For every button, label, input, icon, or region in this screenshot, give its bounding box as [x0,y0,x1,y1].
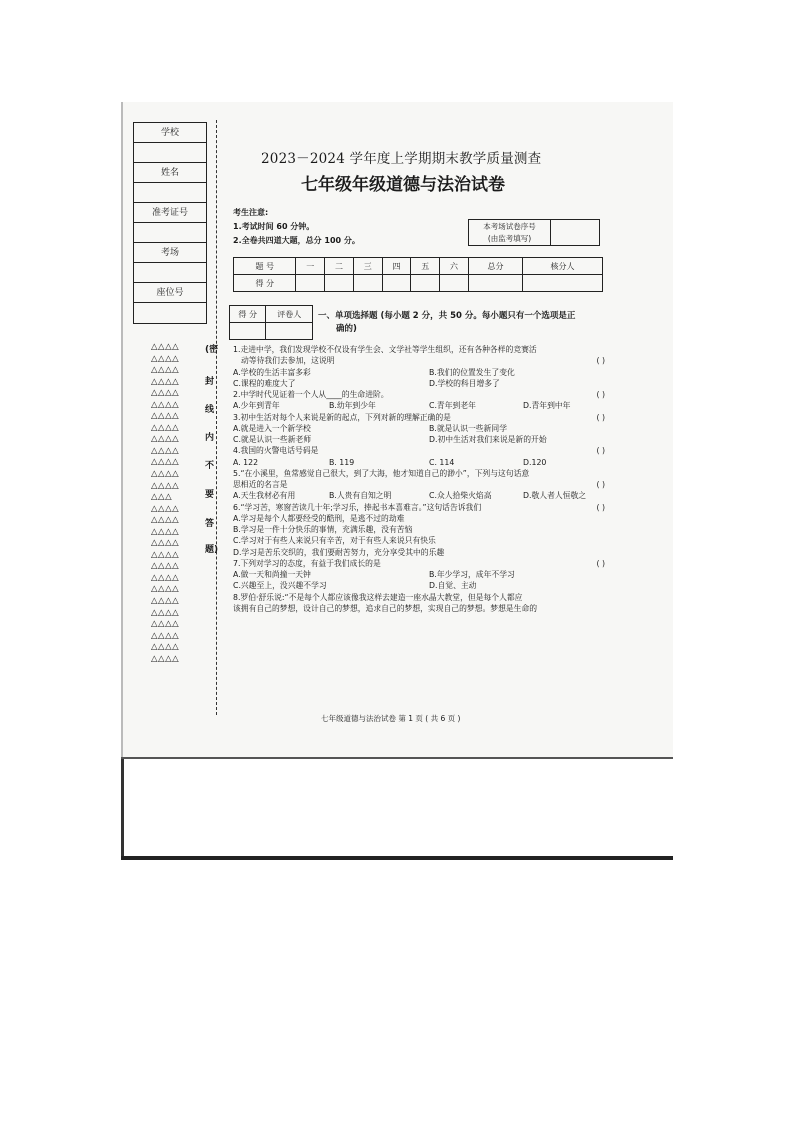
question-6-option-b: B.学习是一件十分快乐的事情，充满乐趣，没有苦恼 [233,525,413,534]
triangle-row: △△△△ [151,653,180,664]
question-1-options-cd [233,378,605,389]
option-c: C.兴趣至上，没兴趣不学习 [233,581,327,591]
score-cell [468,275,522,292]
option-d: D.青年到中年 [523,401,571,411]
triangle-row: △△△△ [151,480,180,491]
question-5-options [233,490,605,501]
score-header-cell: 总分 [468,258,522,275]
serial-label-line-1: 本考场试卷序号 [483,222,536,231]
option-c: C.就是认识一些新老师 [233,435,312,444]
question-7-options-ab [233,569,605,580]
triangle-row: △△△△ [151,353,180,364]
seal-char: 答 [205,519,215,529]
option-b: B.我们的位置发生了变化 [429,367,515,377]
triangle-row: △△△△ [151,619,180,630]
score-header-cell: 二 [325,258,354,275]
grader-blank-cell [230,323,266,340]
score-header-cell: 三 [353,258,382,275]
notes-line-1: 1.考试时间 60 分钟。 [233,222,315,231]
question-list [233,344,605,614]
option-b: B. 119 [329,457,355,467]
info-field-school [134,143,206,163]
question-6-stem [233,502,605,513]
triangle-row: △△△△ [151,457,180,468]
triangle-border-column [151,342,197,665]
option-d: D.初中生活对我们来说是新的开始 [429,435,547,444]
triangle-row: △△△△ [151,388,180,399]
option-c: C.众人拾柴火焰高 [429,491,492,501]
score-cell [382,275,411,292]
scan-lower-blank [121,759,673,860]
triangle-row: △△△△ [151,526,180,537]
triangle-row: △△△△ [151,572,180,583]
info-label-school: 学校 [134,123,206,143]
score-cell [325,275,354,292]
triangle-row: △△△△ [151,561,180,572]
option-d: D.自觉、主动 [429,581,477,591]
question-2-stem [233,389,605,400]
info-label-name: 姓名 [134,163,206,183]
triangle-row: △△△△ [151,422,180,433]
grader-score-label: 得 分 [230,306,266,323]
triangle-row: △△△△ [151,469,180,480]
scan-left-edge [121,102,123,757]
grader-header-row [230,306,313,323]
option-b: B.就是认识一些新同学 [429,423,507,433]
grader-blank-cell [266,323,313,340]
triangle-row: △△△△ [151,596,180,607]
question-8-stem-continued: 该拥有自己的梦想，设计自己的梦想，追求自己的梦想，实现自己的梦想。梦想是生命的 [233,603,538,613]
score-table-header-row [234,258,603,275]
score-header-cell: 六 [440,258,469,275]
option-a: A.少年到青年 [233,401,280,411]
score-header-cell: 四 [382,258,411,275]
triangle-row: △△△△ [151,515,180,526]
score-table-score-row [234,275,603,292]
serial-label-line-2: (由监考填写) [487,234,532,243]
option-b: B.年少学习，成年不学习 [429,570,515,579]
triangle-row: △△△△ [151,549,180,560]
option-b: B.幼年到少年 [329,401,376,411]
answer-bracket: ( ) [596,446,605,456]
triangle-row: △△△△ [151,411,180,422]
candidate-notes [233,206,360,248]
triangle-row: △△△△ [151,342,180,352]
score-header-cell: 五 [411,258,440,275]
option-a: A.学校的生活丰富多彩 [233,367,311,377]
question-7-stem-text: 7.下列对学习的态度，有益于我们成长的是 [233,558,381,568]
section-1-title [318,310,608,336]
question-7-stem [233,558,605,569]
triangle-row: △△△△ [151,365,180,376]
seal-char: 线 [205,405,215,415]
score-cell [353,275,382,292]
question-1-stem-text: 动等待我们去参加，这说明 [241,356,335,366]
score-table [233,257,603,292]
answer-bracket: ( ) [596,480,605,489]
question-8-stem: 8.罗伯·舒乐说:“不是每个人都应该像我这样去建造一座水晶大教堂，但是每个人都应 [233,592,523,602]
question-3-stem-text: 3.初中生活对每个人来说是新的起点，下列对新的理解正确的是 [233,412,451,422]
question-6-option-d: D.学习是苦乐交织的，我们要耐苦努力，充分享受其中的乐趣 [233,547,445,557]
option-a: A. 122 [233,457,259,467]
info-field-seat [134,303,206,323]
option-d: D.学校的科目增多了 [429,378,500,388]
info-label-exam-room: 考场 [134,243,206,263]
answer-bracket: ( ) [596,390,605,399]
question-6-option-c: C.学习对于有些人来说只有辛苦，对于有些人来说只有快乐 [233,536,436,546]
triangle-row: △△△△ [151,503,180,514]
scan-lower-left-edge [121,759,124,860]
triangle-row: △△△△ [151,607,180,618]
question-6-option-a: A.学习是每个人都要经受的酷刑，是逃不过的劫难 [233,513,405,523]
score-cell [411,275,440,292]
binding-dashed-line [216,120,217,715]
section-1-title-line-1: 一、单项选择题 (每小题 2 分，共 50 分。每小题只有一个选项是正 [318,311,576,321]
info-label-exam-number: 准考证号 [134,203,206,223]
option-b: B.人贵有自知之明 [329,491,392,501]
grader-name-label: 评卷人 [266,306,313,323]
question-3-options-cd [233,434,605,445]
score-row-label: 得 分 [234,275,296,292]
triangle-row: △△△ [151,492,173,503]
exam-title: 2023－2024 学年度上学期期末教学质量测查 [261,151,542,167]
option-d: D.120 [523,457,547,467]
question-7-options-cd [233,580,605,591]
info-field-name [134,183,206,203]
question-1-stem-continued [233,355,605,366]
triangle-row: △△△△ [151,630,180,641]
question-5-stem-continued [233,479,605,490]
seal-char: 内 [205,433,215,443]
score-header-cell: 核分人 [523,258,603,275]
option-c: C. 114 [429,457,455,467]
scanned-exam-page [121,102,673,860]
exam-subtitle: 七年级年级道德与法治试卷 [301,175,505,195]
score-cell [440,275,469,292]
option-c: C.青年到老年 [429,401,476,411]
question-5-stem: 5.“在小溪里，鱼常感觉自己很大，到了大海，他才知道自己的渺小”，下列与这句话意 [233,468,530,478]
option-c: C.课程的难度大了 [233,378,296,388]
triangle-row: △△△△ [151,584,180,595]
triangle-row: △△△△ [151,376,180,387]
seal-char: 封 [205,377,215,387]
triangle-row: △△△△ [151,399,180,410]
info-field-exam-number [134,223,206,243]
info-label-seat: 座位号 [134,283,206,303]
student-info-table [133,122,207,324]
answer-bracket: ( ) [596,502,605,512]
triangle-row: △△△△ [151,642,180,653]
page-footer: 七年级道德与法治试卷 第 1 页 ( 共 6 页 ) [321,714,461,723]
question-2-options [233,400,605,411]
seal-char: (密 [205,345,219,355]
option-a: A.就是进入一个新学校 [233,423,311,433]
info-field-exam-room [134,263,206,283]
question-1-options-ab [233,367,605,378]
notes-heading: 考生注意: [233,208,269,217]
seal-char: 题) [205,545,219,555]
serial-label [469,220,551,245]
question-1-stem: 1.走进中学，我们发现学校不仅设有学生会、文学社等学生组织，还有各种各样的竞赛活 [233,345,537,354]
grader-table [229,305,313,340]
answer-bracket: ( ) [596,412,605,422]
score-cell [523,275,603,292]
option-a: A.天生我材必有用 [233,491,296,501]
seal-char: 不 [205,461,215,471]
question-3-options-ab [233,423,605,434]
seal-char: 要 [205,490,215,500]
score-header-cell: 一 [296,258,325,275]
question-4-stem-text: 4.我国的火警电话号码是 [233,446,319,456]
answer-bracket: ( ) [596,356,605,366]
serial-number-box [468,219,600,246]
notes-line-2: 2.全卷共四道大题，总分 100 分。 [233,236,360,245]
score-header-cell: 题 号 [234,258,296,275]
question-4-options [233,457,605,468]
question-5-stem-text: 思相近的名言是 [233,480,288,489]
triangle-row: △△△△ [151,445,180,456]
question-3-stem [233,412,605,423]
section-1-title-line-2: 确的) [336,324,357,334]
grader-blank-row [230,323,313,340]
score-cell [296,275,325,292]
answer-bracket: ( ) [596,558,605,568]
triangle-row: △△△△ [151,538,180,549]
triangle-row: △△△△ [151,434,180,445]
question-4-stem [233,445,605,456]
scan-bottom-edge [121,856,673,860]
question-6-stem-text: 6.“学习苦，寒窗苦读几十年;学习乐，捧起书本喜难言。”这句话告诉我们 [233,502,482,512]
option-a: A.做一天和尚撞一天钟 [233,570,311,579]
question-2-stem-text: 2.中学时代见证着一个人从____的生命进阶。 [233,390,389,399]
option-d: D.敬人者人恒敬之 [523,491,587,501]
